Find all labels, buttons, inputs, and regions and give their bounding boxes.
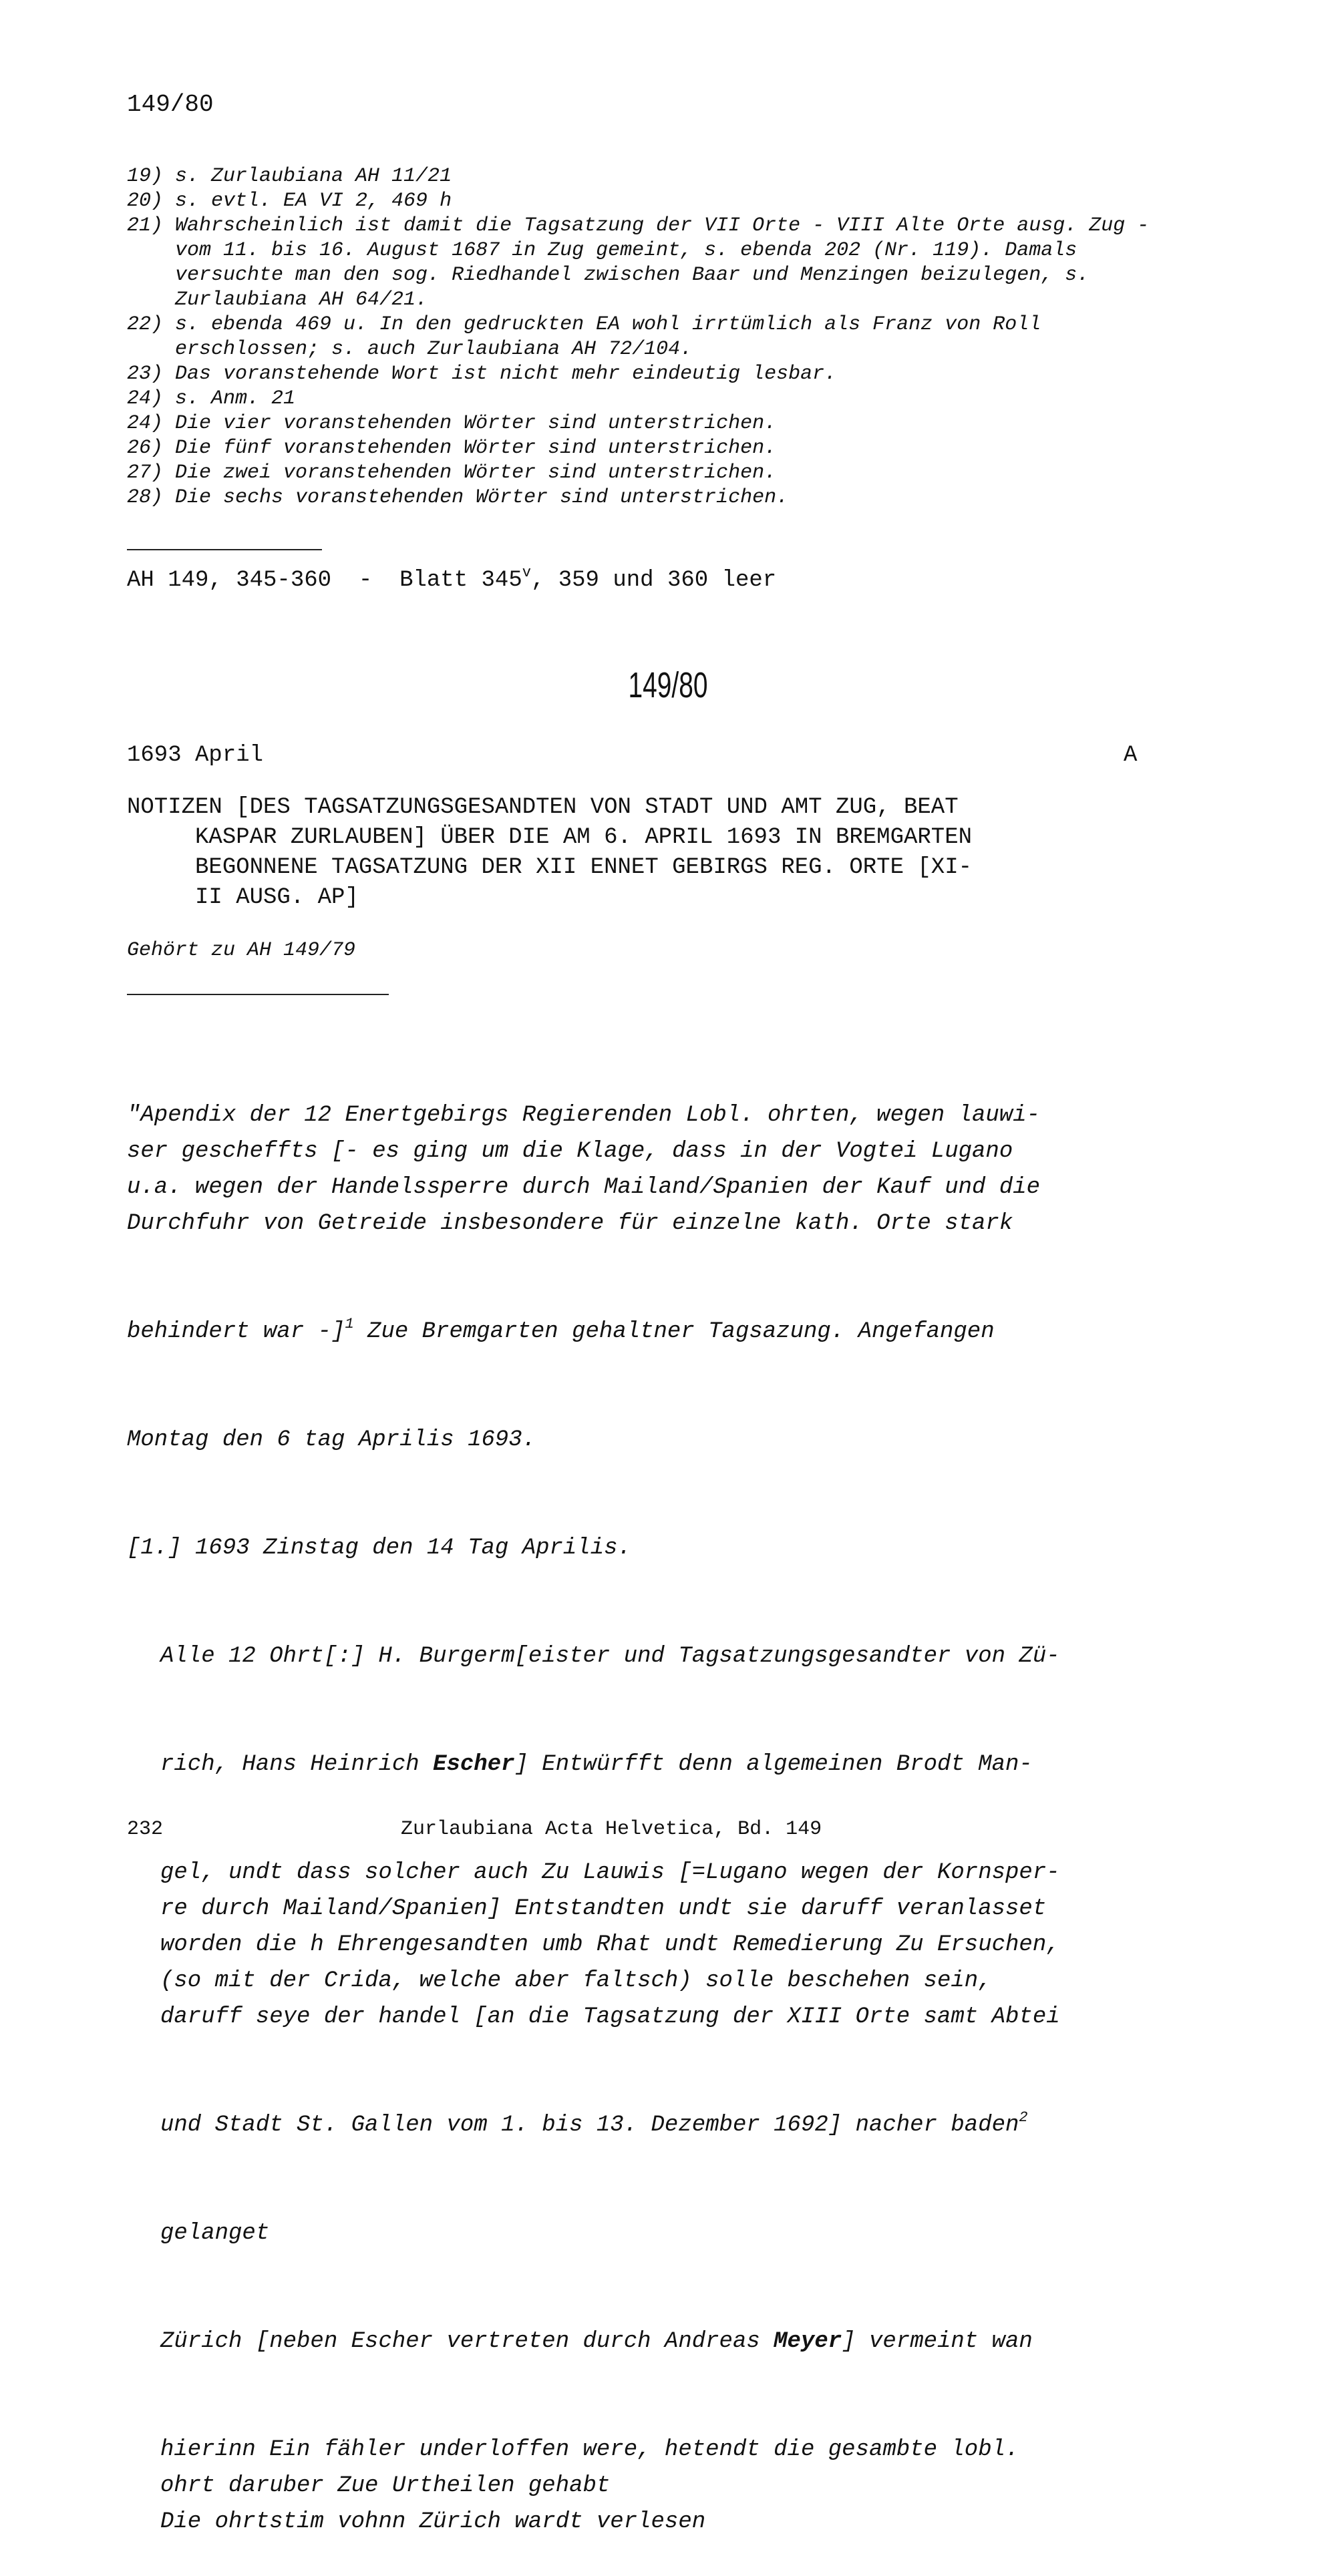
footnote-item — [127, 189, 1169, 214]
publication-title: Zurlaubiana Acta Helvetica, Bd. 149 — [401, 1818, 822, 1841]
body-line: rich, Hans Heinrich Escher] Entwürfft denn algemeinen Brodt Man- — [160, 1752, 1033, 1777]
body-line: hierinn Ein fähler underloffen were, hetendt die gesambte lobl. — [160, 2437, 1019, 2462]
body-line: "Apendix der 12 Enertgebirgs Regierenden Lobl. ohrten, wegen lauwi- — [127, 1103, 1041, 1128]
footnote-number: 24) — [127, 387, 164, 410]
body-line: worden die h Ehrengesandten umb Rhat undt Remedierung Zu Ersuchen, — [160, 1932, 1060, 1958]
footnote-item — [127, 214, 1169, 313]
footnote-item — [127, 411, 1169, 436]
footnote-item — [127, 486, 1169, 510]
body-line: und Stadt St. Gallen vom 1. bis 13. Dezember 1692] nacher baden$^2$ — [160, 2109, 1028, 2138]
footnote-text: Wahrscheinlich ist damit die Tagsatzung der VII Orte - VIII Alte Orte ausg. Zug - vom 11. bis 16. August 1687 in Zug gemeint, s. ebenda 202 (Nr. 119). Damals versuchte man den sog. Riedhandel zwischen Baar und Menzingen beizulegen, s. Zurlaubiana AH 64/21. — [175, 214, 1150, 311]
footnote-text: Die sechs voranstehenden Wörter sind unterstrichen. — [175, 486, 789, 509]
body-line: Montag den 6 tag Aprilis 1693. — [127, 1427, 536, 1453]
footnote-number: 24) — [127, 412, 164, 435]
source-blatt: Blatt 345 — [399, 568, 522, 593]
footnote-text: s. Anm. 21 — [175, 387, 296, 410]
body-line: Alle 12 Ohrt[:] H. Burgerm[eister und Tagsatzungsgesandter von Zü- — [160, 1644, 1060, 1669]
footnote-divider — [127, 549, 322, 550]
document-title — [127, 793, 972, 913]
source-ref: AH 149, 345-360 — [127, 568, 332, 593]
footnote-number: 22) — [127, 313, 164, 336]
source-blatt-suffix: , 359 und 360 leer — [530, 568, 777, 593]
body-line: gel, undt dass solcher auch Zu Lauwis [=Lugano wegen der Kornsper- — [160, 1860, 1060, 1885]
name-meyer: Meyer — [774, 2329, 842, 2354]
title-divider — [127, 994, 389, 995]
name-escher: Escher — [433, 1752, 515, 1777]
body-line: (so mit der Crida, welche aber faltsch) solle beschehen sein, — [160, 1968, 992, 1994]
belongs-to-note: Gehört zu AH 149/79 — [127, 939, 356, 962]
footnote-ref-1: 1 — [345, 1316, 354, 1332]
footnote-number: 26) — [127, 437, 164, 459]
footnote-item — [127, 436, 1169, 461]
footnote-number: 23) — [127, 363, 164, 385]
body-line: re durch Mailand/Spanien] Entstandten undt sie daruff veranlasset — [160, 1896, 1047, 1921]
body-line: Durchfuhr von Getreide insbesondere für einzelne kath. Orte stark — [127, 1211, 1013, 1236]
body-line: u.a. wegen der Handelssperre durch Mailand/Spanien der Kauf und die — [127, 1175, 1041, 1200]
title-line: BEGONNENE TAGSATZUNG DER XII ENNET GEBIRGS REG. ORTE [XI- — [127, 855, 973, 880]
body-line: ser gescheffts [- es ging um die Klage, dass in der Vogtei Lugano — [127, 1139, 1013, 1164]
footnote-item — [127, 164, 1169, 189]
footnote-text: s. Zurlaubiana AH 11/21 — [175, 165, 452, 188]
document-date: 1693 April — [127, 743, 264, 768]
footnote-item — [127, 387, 1169, 411]
footnote-item — [127, 313, 1169, 362]
page-header-doc-number: 149/80 — [127, 91, 214, 118]
body-line: ohrt daruber Zue Urtheilen gehabt — [160, 2473, 611, 2499]
transcription-body — [127, 1025, 1169, 2576]
mid-lines — [127, 1855, 1169, 2035]
footnote-number: 28) — [127, 486, 164, 509]
footnote-number: 27) — [127, 462, 164, 484]
source-reference — [127, 564, 777, 593]
title-line: KASPAR ZURLAUBEN] ÜBER DIE AM 6. APRIL 1693 IN BREMGARTEN — [127, 825, 973, 850]
footnote-text: s. ebenda 469 u. In den gedruckten EA wohl irrtümlich als Franz von Roll erschlossen; s. auch Zurlaubiana AH 72/104. — [175, 313, 1041, 361]
title-line: NOTIZEN [DES TAGSATZUNGSGESANDTEN VON STADT UND AMT ZUG, BEAT — [127, 795, 959, 820]
footnote-text: s. evtl. EA VI 2, 469 h — [175, 190, 452, 212]
body-line: behindert war -]$^1$ Zue Bremgarten gehaltner Tagsazung. Angefangen — [127, 1316, 995, 1344]
title-line: II AUSG. AP] — [127, 885, 359, 910]
footnote-item — [127, 461, 1169, 486]
footnote-text: Die fünf voranstehenden Wörter sind unterstrichen. — [175, 437, 777, 459]
footnote-number: 20) — [127, 190, 164, 212]
end-lines — [127, 2432, 1169, 2540]
footnote-text: Das voranstehende Wort ist nicht mehr eindeutig lesbar. — [175, 363, 837, 385]
footnotes-list — [127, 164, 1169, 510]
document-number-title: 149/80 — [628, 665, 708, 705]
intro-lines — [127, 1097, 1169, 1242]
page-number: 232 — [127, 1818, 164, 1841]
document-letter: A — [1124, 743, 1138, 768]
body-line: gelanget — [160, 2221, 270, 2246]
source-dash: - — [358, 568, 373, 593]
footnote-item — [127, 362, 1169, 387]
source-blatt-verso: v — [522, 564, 531, 581]
body-line: daruff seye der handel [an die Tagsatzung der XIII Orte samt Abtei — [160, 2004, 1060, 2030]
footnote-text: Die zwei voranstehenden Wörter sind unterstrichen. — [175, 462, 777, 484]
body-line: [1.] 1693 Zinstag den 14 Tag Aprilis. — [127, 1535, 631, 1561]
footnote-ref-2: 2 — [1019, 2109, 1028, 2126]
footnote-text: Die vier voranstehenden Wörter sind unterstrichen. — [175, 412, 777, 435]
footnote-number: 19) — [127, 165, 164, 188]
body-line: Zürich [neben Escher vertreten durch Andreas Meyer] vermeint wan — [160, 2329, 1033, 2354]
body-line: Die ohrtstim vohnn Zürich wardt verlesen — [160, 2509, 706, 2535]
footnote-number: 21) — [127, 214, 164, 237]
